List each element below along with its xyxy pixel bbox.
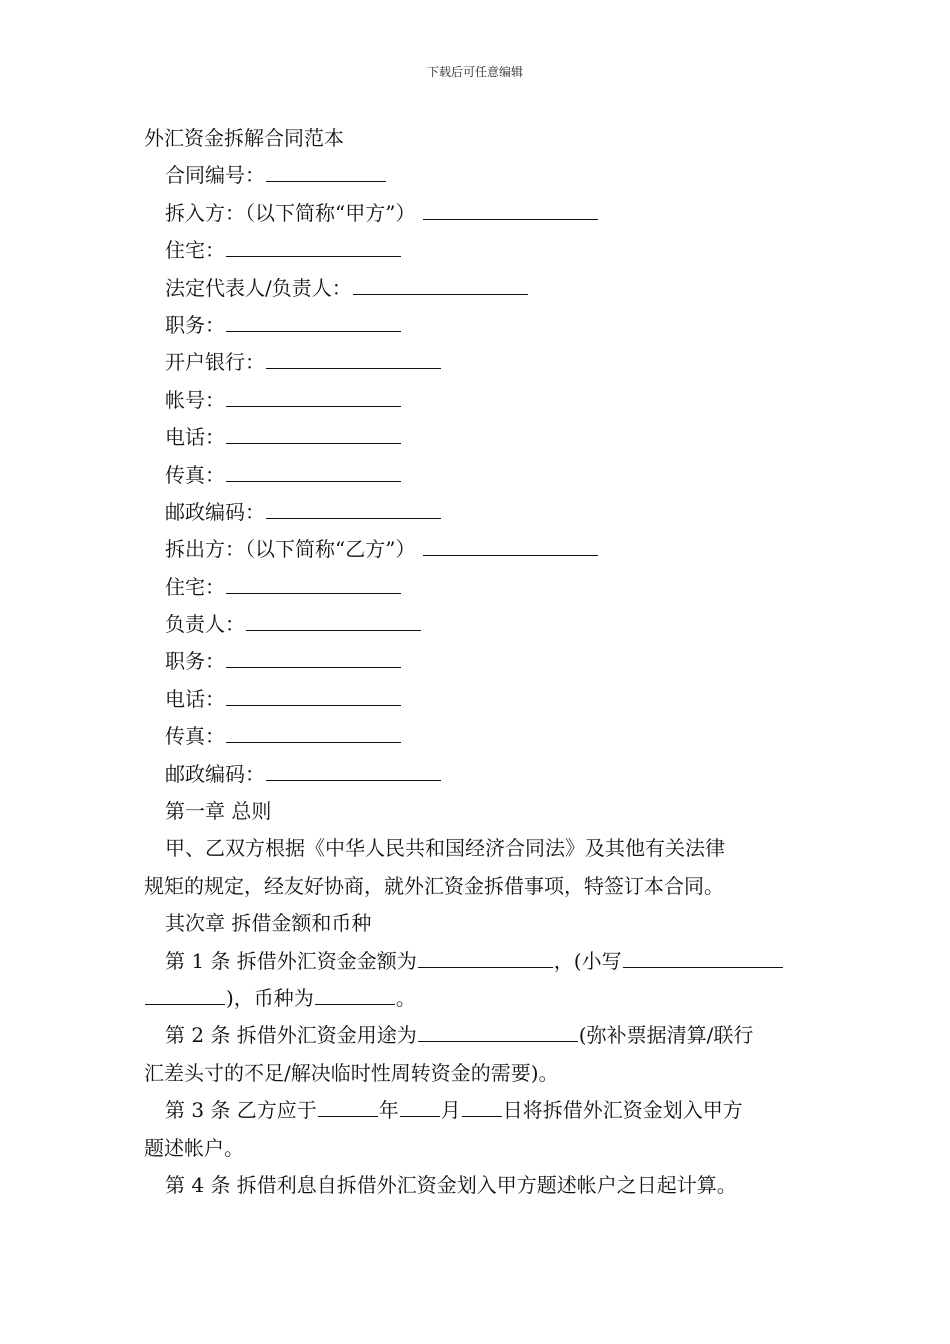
- party-b-line: [144, 531, 809, 568]
- party-a-zip-label: 邮政编码：: [165, 499, 265, 524]
- party-b-phone-blank[interactable]: [226, 683, 401, 706]
- party-a-address-label: 住宅：: [165, 238, 225, 263]
- party-b-rep-blank[interactable]: [246, 608, 421, 631]
- article-1-text-c: )，币种为: [226, 985, 314, 1010]
- party-b-zip-line: [144, 756, 809, 793]
- article-2-line-2: 汇差头寸的不足/解决临时性周转资金的需要)。: [144, 1060, 559, 1085]
- party-a-fax-line: [144, 457, 809, 494]
- party-b-zip-blank[interactable]: [266, 758, 441, 781]
- chapter-2-heading: 其次章 拆借金额和币种: [165, 911, 372, 936]
- party-b-zip-label: 邮政编码：: [165, 761, 265, 786]
- article-3-line-1: [144, 1092, 809, 1129]
- party-b-title-line: [144, 643, 809, 680]
- party-a-rep-line: [144, 270, 809, 307]
- article-1-text-a: 第 1 条 拆借外汇资金金额为: [165, 948, 417, 973]
- party-b-address-blank[interactable]: [226, 571, 401, 594]
- party-b-title-label: 职务：: [165, 649, 225, 674]
- party-b-address-label: 住宅：: [165, 574, 225, 599]
- article-3-year-label: 年: [378, 1098, 399, 1123]
- article-1-text-b: ，(小写: [553, 948, 622, 973]
- article-1-line-2: [144, 980, 809, 1017]
- article-1-lowercase-blank[interactable]: [623, 945, 783, 968]
- party-a-rep-label: 法定代表人/负责人：: [165, 275, 352, 300]
- party-a-fax-blank[interactable]: [226, 459, 401, 482]
- article-2-text-a: 第 2 条 拆借外汇资金用途为: [165, 1023, 417, 1048]
- party-a-phone-label: 电话：: [165, 425, 225, 450]
- party-a-line: [144, 195, 809, 232]
- party-a-address-blank[interactable]: [226, 234, 401, 257]
- party-b-fax-blank[interactable]: [226, 720, 401, 743]
- article-1-amount-blank[interactable]: [418, 945, 553, 968]
- article-1-lowercase-blank-cont[interactable]: [145, 982, 225, 1005]
- party-a-account-line: [144, 382, 809, 419]
- contract-no-blank[interactable]: [266, 159, 386, 182]
- party-a-label: 拆入方：（以下简称“甲方”）: [165, 200, 416, 225]
- party-b-title-blank[interactable]: [226, 645, 401, 668]
- party-a-bank-blank[interactable]: [266, 346, 441, 369]
- party-b-address-line: [144, 569, 809, 606]
- article-3-text-a: 第 3 条 乙方应于: [165, 1098, 317, 1123]
- article-2-purpose-blank[interactable]: [418, 1019, 578, 1042]
- chapter-1-heading: 第一章 总则: [165, 799, 272, 824]
- article-3-month-label: 月: [440, 1098, 461, 1123]
- party-b-rep-label: 负责人：: [165, 612, 245, 637]
- article-4-line-1: 第 4 条 拆借利息自拆借外汇资金划入甲方题述帐户之日起计算。: [165, 1172, 737, 1197]
- article-3-year-blank[interactable]: [318, 1094, 378, 1117]
- party-b-rep-line: [144, 606, 809, 643]
- article-2-text-b: (弥补票据清算/联行: [578, 1023, 754, 1048]
- party-a-rep-blank[interactable]: [353, 272, 528, 295]
- party-a-zip-blank[interactable]: [266, 496, 441, 519]
- contract-body: [144, 120, 809, 1204]
- party-a-fax-label: 传真：: [165, 462, 225, 487]
- party-b-fax-line: [144, 718, 809, 755]
- party-b-fax-label: 传真：: [165, 724, 225, 749]
- party-a-title-label: 职务：: [165, 312, 225, 337]
- party-a-account-label: 帐号：: [165, 387, 225, 412]
- chapter-1-paragraph-line-2: 规矩的规定，经友好协商，就外汇资金拆借事项，特签订本合同。: [144, 873, 724, 898]
- party-a-bank-label: 开户银行：: [165, 350, 265, 375]
- article-1-text-d: 。: [395, 985, 416, 1010]
- contract-no-label: 合同编号：: [165, 163, 265, 188]
- article-1-line-1: [144, 943, 809, 980]
- party-a-phone-line: [144, 419, 809, 456]
- article-1-currency-blank[interactable]: [315, 982, 395, 1005]
- party-a-zip-line: [144, 494, 809, 531]
- party-b-label: 拆出方：（以下简称“乙方”）: [165, 537, 416, 562]
- party-a-phone-blank[interactable]: [226, 421, 401, 444]
- article-2-line-1: [144, 1017, 809, 1054]
- party-b-phone-label: 电话：: [165, 686, 225, 711]
- party-b-phone-line: [144, 681, 809, 718]
- chapter-1-paragraph-line-1: 甲、乙双方根据《中华人民共和国经济合同法》及其他有关法律: [165, 836, 725, 861]
- article-3-line-2: 题述帐户。: [144, 1135, 244, 1160]
- article-3-month-blank[interactable]: [400, 1094, 440, 1117]
- party-b-name-blank[interactable]: [423, 533, 598, 556]
- party-a-account-blank[interactable]: [226, 384, 401, 407]
- party-a-address-line: [144, 232, 809, 269]
- party-a-title-line: [144, 307, 809, 344]
- page-header-note: 下载后可任意编辑: [426, 65, 523, 79]
- contract-title: 外汇资金拆解合同范本: [144, 126, 344, 150]
- article-3-day-text: 日将拆借外汇资金划入甲方: [502, 1098, 743, 1123]
- article-3-day-blank[interactable]: [462, 1094, 502, 1117]
- contract-no-line: [144, 157, 809, 194]
- party-a-title-blank[interactable]: [226, 309, 401, 332]
- party-a-bank-line: [144, 344, 809, 381]
- party-a-name-blank[interactable]: [423, 197, 598, 220]
